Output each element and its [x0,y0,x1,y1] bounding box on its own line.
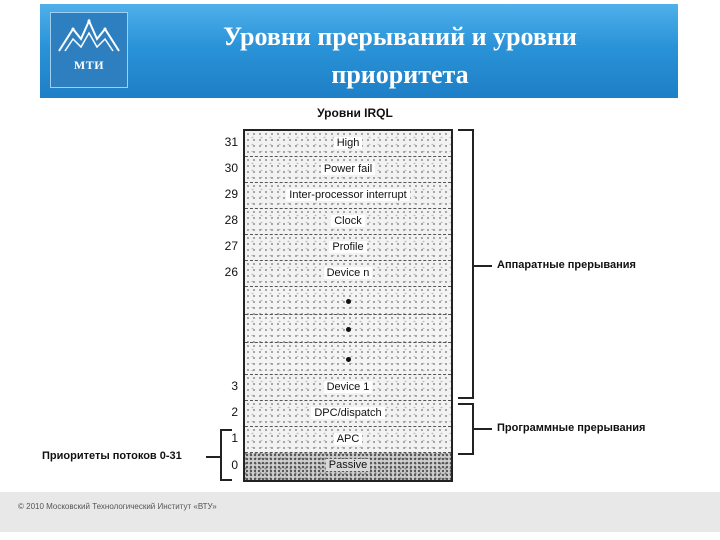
logo-text: МТИ [73,58,105,72]
mountains-icon [51,13,127,57]
irql-row-31 [245,131,451,157]
irql-label-27: Profile [329,241,366,253]
software-bracket-tick [474,428,492,430]
thread-priority-bracket [220,429,232,481]
level-number-1: 1 [231,431,238,445]
irql-row-0 [245,453,451,480]
irql-label-3: Device 1 [324,381,373,393]
irql-row-1 [245,427,451,453]
irql-row-30 [245,157,451,183]
hardware-bracket [458,129,474,399]
ellipsis-dot [346,299,351,304]
hardware-bracket-tick [474,265,492,267]
irql-row-27 [245,235,451,261]
footer-copyright: © 2010 Московский Технологический Институт «ВТУ» [18,502,217,511]
level-number-28: 28 [224,213,238,227]
thread-priority-label: Приоритеты потоков 0-31 [42,450,182,462]
ellipsis-row [245,315,451,343]
irql-stack [243,129,453,482]
level-number-3: 3 [231,379,238,393]
irql-label-26: Device n [324,267,373,279]
irql-label-0: Passive [326,459,371,471]
irql-row-26 [245,261,451,287]
mti-logo [50,12,128,88]
level-number-27: 27 [224,239,238,253]
slide-footer [0,492,720,532]
irql-label-29: Inter-processor interrupt [286,189,409,201]
ellipsis-dot [346,327,351,332]
software-interrupts-label: Программные прерывания [497,422,646,434]
irql-row-2 [245,401,451,427]
slide-header [40,4,678,98]
slide-title [140,18,660,94]
level-number-29: 29 [224,187,238,201]
irql-label-30: Power fail [321,163,375,175]
irql-label-28: Clock [331,215,365,227]
level-number-30: 30 [224,161,238,175]
irql-label-31: High [334,137,363,149]
irql-row-29 [245,183,451,209]
irql-label-1: APC [334,433,363,445]
level-number-0: 0 [231,458,238,472]
software-bracket [458,403,474,455]
hardware-interrupts-label: Аппаратные прерывания [497,259,636,271]
level-number-2: 2 [231,405,238,419]
level-number-26: 26 [224,265,238,279]
title-line-1: Уровни прерываний и уровни [223,22,577,51]
irql-diagram-title: Уровни IRQL [317,106,393,120]
irql-label-2: DPC/dispatch [311,407,384,419]
ellipsis-dot [346,357,351,362]
irql-row-3 [245,375,451,401]
title-line-2: приоритета [331,60,469,89]
level-number-31: 31 [224,135,238,149]
ellipsis-row [245,343,451,375]
irql-row-28 [245,209,451,235]
ellipsis-row [245,287,451,315]
